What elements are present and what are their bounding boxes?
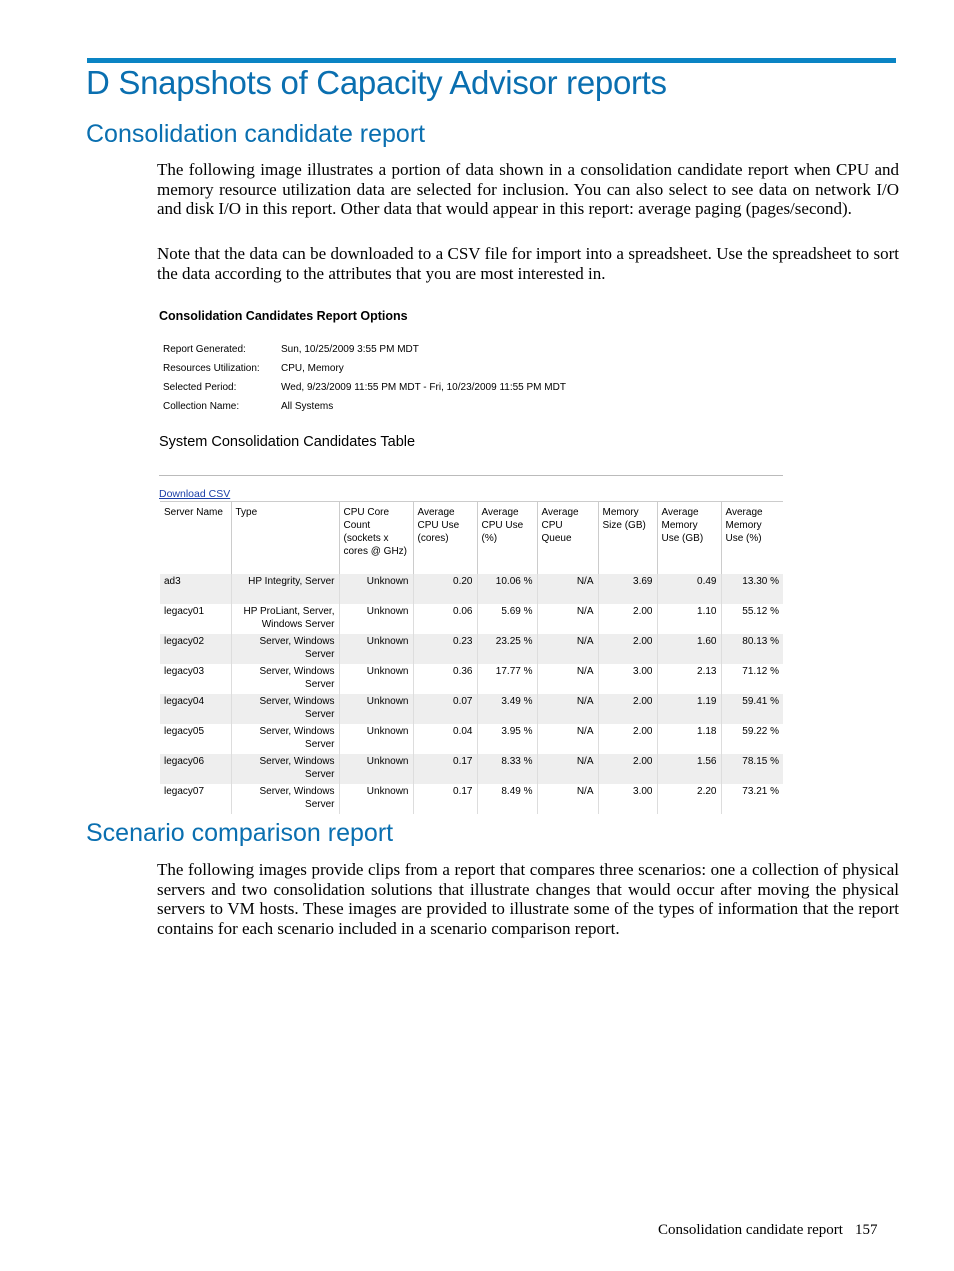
column-header[interactable]: Server Name — [160, 502, 231, 575]
section-consolidation-paragraph-1: The following image illustrates a portion of data shown in a consolidation candidate report when CPU and memory resource utilization data are selected for inclusion. You can also select to see data on network I/O and disk I/O in this report. Other data that would appear in this report: average paging (pages/second). — [157, 160, 899, 218]
table-cell: Server, Windows Server — [231, 784, 339, 814]
table-cell: Server, Windows Server — [231, 754, 339, 784]
candidates-table-title: System Consolidation Candidates Table — [159, 434, 416, 450]
table-cell: 73.21 % — [721, 784, 783, 814]
table-cell: 0.36 — [413, 664, 477, 694]
table-cell: N/A — [537, 604, 598, 634]
server-name-cell: ad3 — [160, 574, 231, 604]
table-header-row — [160, 502, 783, 575]
table-cell: 2.20 — [657, 784, 721, 814]
table-cell: 0.06 — [413, 604, 477, 634]
table-cell: N/A — [537, 634, 598, 664]
table-cell: 0.17 — [413, 754, 477, 784]
table-cell: 1.19 — [657, 694, 721, 724]
table-cell: Server, Windows Server — [231, 724, 339, 754]
column-header[interactable]: Average Memory Use (%) — [721, 502, 783, 575]
page-heading: D Snapshots of Capacity Advisor reports — [86, 64, 667, 101]
table-cell: 0.07 — [413, 694, 477, 724]
table-cell: 8.33 % — [477, 754, 537, 784]
table-cell: 5.69 % — [477, 604, 537, 634]
table-cell: Unknown — [339, 574, 413, 604]
report-option-value: All Systems — [281, 401, 334, 412]
table-row — [160, 664, 783, 694]
table-cell: 3.00 — [598, 784, 657, 814]
table-cell: N/A — [537, 664, 598, 694]
server-name-cell: legacy02 — [160, 634, 231, 664]
table-cell: 0.04 — [413, 724, 477, 754]
table-cell: 59.41 % — [721, 694, 783, 724]
report-option-row — [163, 382, 566, 393]
table-cell: Server, Windows Server — [231, 694, 339, 724]
report-option-row — [163, 344, 419, 355]
table-cell: 1.18 — [657, 724, 721, 754]
table-cell: N/A — [537, 724, 598, 754]
table-row — [160, 784, 783, 814]
table-row — [160, 694, 783, 724]
column-header[interactable]: Average CPU Use (%) — [477, 502, 537, 575]
table-cell: 0.49 — [657, 574, 721, 604]
report-option-value: Wed, 9/23/2009 11:55 PM MDT - Fri, 10/23/2009 11:55 PM MDT — [281, 382, 566, 393]
server-name-cell: legacy04 — [160, 694, 231, 724]
table-cell: N/A — [537, 784, 598, 814]
section-scenario-paragraph: The following images provide clips from a report that compares three scenarios: one a collection of physical servers and two consolidation solutions that illustrate changes that would occur after moving the physical servers to VM hosts. These images are provided to illustrate some of the types of information that the report contains for each scenario included in a scenario comparison report. — [157, 860, 899, 938]
server-name-cell: legacy07 — [164, 786, 205, 797]
table-cell: 71.12 % — [721, 664, 783, 694]
server-name-cell: legacy01 — [164, 606, 205, 617]
table-cell: 17.77 % — [477, 664, 537, 694]
report-option-key: Resources Utilization: — [163, 363, 260, 374]
server-name-cell: legacy06 — [160, 754, 231, 784]
table-cell: 2.00 — [598, 604, 657, 634]
footer-label: Consolidation candidate report — [658, 1222, 843, 1238]
page-footer — [658, 1222, 877, 1239]
report-option-value: CPU, Memory — [281, 363, 344, 374]
section-consolidation-paragraph-2: Note that the data can be downloaded to a CSV file for import into a spreadsheet. Use the spreadsheet to sort the data according to the attributes that you are most interested in. — [157, 244, 899, 283]
section-consolidation-title: Consolidation candidate report — [86, 120, 426, 148]
table-cell: Unknown — [339, 724, 413, 754]
report-option-key: Selected Period: — [163, 382, 237, 393]
table-row — [160, 574, 783, 604]
column-header[interactable]: Type — [231, 502, 339, 575]
server-name-cell: legacy03 — [164, 666, 205, 677]
page-number: 157 — [854, 1222, 878, 1238]
column-header[interactable]: Memory Size (GB) — [598, 502, 657, 575]
table-row — [160, 754, 783, 784]
table-cell: Unknown — [339, 784, 413, 814]
table-cell: 8.49 % — [477, 784, 537, 814]
table-cell: HP ProLiant, Server, Windows Server — [231, 604, 339, 634]
table-cell: N/A — [537, 574, 598, 604]
table-cell: N/A — [537, 754, 598, 784]
table-cell: 2.00 — [598, 724, 657, 754]
table-row — [160, 634, 783, 664]
table-cell: 10.06 % — [477, 574, 537, 604]
section-scenario-title: Scenario comparison report — [86, 819, 394, 847]
table-divider — [159, 475, 783, 476]
table-cell: 23.25 % — [477, 634, 537, 664]
table-cell: 0.23 — [413, 634, 477, 664]
table-cell: 80.13 % — [721, 634, 783, 664]
column-header[interactable]: Average CPU Use (cores) — [413, 502, 477, 575]
table-cell: Unknown — [339, 754, 413, 784]
table-cell: Unknown — [339, 694, 413, 724]
table-cell: 59.22 % — [721, 724, 783, 754]
server-name-cell: legacy05 — [164, 726, 205, 737]
table-cell: 3.95 % — [477, 724, 537, 754]
table-cell: Unknown — [339, 634, 413, 664]
table-cell: 2.00 — [598, 634, 657, 664]
report-options-title: Consolidation Candidates Report Options — [159, 309, 408, 323]
table-cell: 2.00 — [598, 754, 657, 784]
column-header[interactable]: Average Memory Use (GB) — [657, 502, 721, 575]
table-cell: 3.00 — [598, 664, 657, 694]
table-cell: 2.00 — [598, 694, 657, 724]
report-option-value: Sun, 10/25/2009 3:55 PM MDT — [281, 344, 419, 355]
table-cell: 13.30 % — [721, 574, 783, 604]
table-cell: 0.20 — [413, 574, 477, 604]
table-cell: 78.15 % — [721, 754, 783, 784]
table-cell: 1.10 — [657, 604, 721, 634]
heading-rule — [87, 58, 896, 63]
report-option-key: Collection Name: — [163, 401, 240, 412]
report-option-key: Report Generated: — [163, 344, 246, 355]
table-cell: 0.17 — [413, 784, 477, 814]
table-cell: Server, Windows Server — [231, 634, 339, 664]
table-row — [160, 604, 783, 634]
table-cell: 55.12 % — [721, 604, 783, 634]
table-cell: 3.49 % — [477, 694, 537, 724]
table-cell: Unknown — [339, 604, 413, 634]
column-header[interactable]: CPU Core Count (sockets x cores @ GHz) — [339, 502, 413, 575]
column-header[interactable]: Average CPU Queue — [537, 502, 598, 575]
table-cell: Unknown — [339, 664, 413, 694]
table-cell: 3.69 — [598, 574, 657, 604]
report-option-row — [163, 363, 344, 374]
consolidation-candidates-table — [160, 501, 783, 814]
table-cell: HP Integrity, Server — [231, 574, 339, 604]
table-cell: 1.56 — [657, 754, 721, 784]
table-cell: 2.13 — [657, 664, 721, 694]
table-cell: Server, Windows Server — [231, 664, 339, 694]
table-row — [160, 724, 783, 754]
download-csv-link[interactable]: Download CSV — [159, 488, 231, 500]
table-cell: N/A — [537, 694, 598, 724]
report-option-row — [163, 401, 333, 412]
table-cell: 1.60 — [657, 634, 721, 664]
